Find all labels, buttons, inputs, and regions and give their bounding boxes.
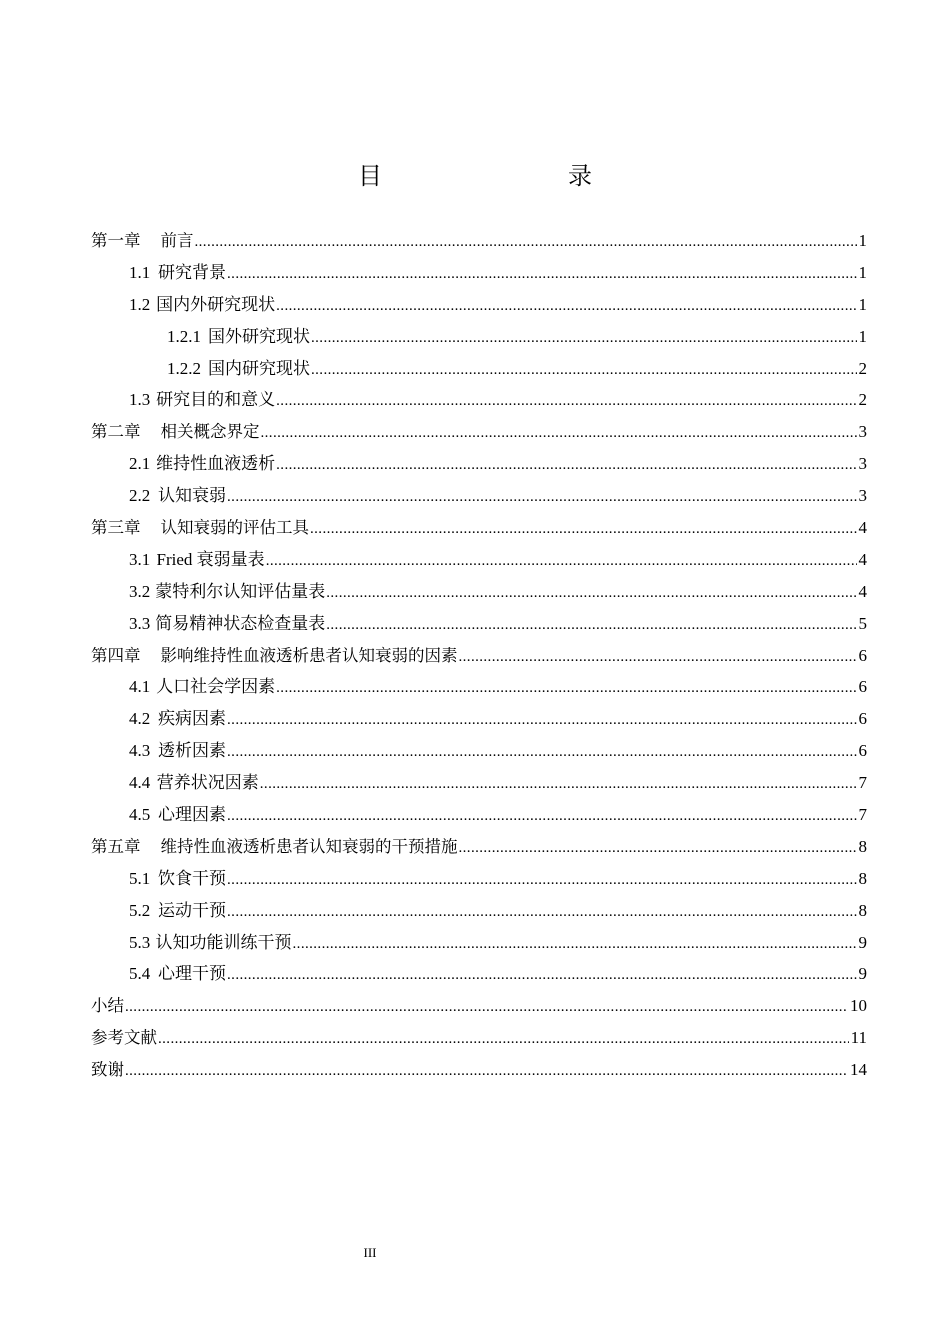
toc-entry-title: 影响维持性血液透析患者认知衰弱的因素 (160, 645, 458, 665)
toc-entry-title: 前言 (160, 231, 194, 250)
toc-entry-number: 5.3 (129, 932, 151, 952)
toc-entry-number: 4.5 (129, 805, 151, 825)
dot-leader (261, 418, 857, 450)
toc-entry-number: 3.2 (129, 581, 151, 601)
toc-entry-title: 疾病因素 (158, 709, 227, 729)
toc-entry-page: 6 (858, 645, 867, 665)
toc-entry-number: 4.4 (129, 773, 151, 793)
toc-entry-page: 1 (858, 231, 867, 250)
dot-leader (227, 737, 856, 769)
toc-entry[interactable] (91, 927, 867, 959)
toc-entry-title: 营养状况因素 (156, 773, 259, 793)
toc-entry-title: 透析因素 (158, 741, 227, 761)
toc-entry-page: 4 (858, 549, 867, 569)
toc-entry-page: 14 (850, 1060, 867, 1080)
toc-entry-title: 认知功能训练干预 (155, 932, 292, 952)
dot-leader (227, 960, 856, 992)
toc-entry-page: 1 (858, 262, 867, 282)
toc-entry-number: 2.2 (129, 486, 151, 506)
toc-entry-page: 7 (858, 773, 867, 793)
toc-entry[interactable] (91, 895, 867, 927)
toc-entry-title: 认知衰弱 (158, 486, 227, 506)
toc-entry-title: 国外研究现状 (208, 326, 310, 346)
toc-entry[interactable] (91, 1022, 867, 1054)
toc-entry-title: Fried 衰弱量表 (156, 549, 265, 569)
toc-entry-title: 致谢 (91, 1060, 124, 1080)
toc-entry[interactable] (91, 703, 867, 735)
toc-entry-number: 5.1 (129, 868, 151, 888)
toc-entry-number: 1.2 (129, 294, 151, 314)
toc-entry[interactable] (91, 353, 867, 385)
dot-leader (125, 992, 848, 1024)
dot-leader (276, 450, 856, 482)
toc-entry[interactable] (91, 990, 867, 1022)
toc-entry-title: 国内研究现状 (208, 358, 310, 378)
toc-entry[interactable] (91, 735, 867, 767)
dot-leader (276, 386, 856, 418)
toc-entry-page: 7 (858, 805, 867, 825)
toc-entry[interactable] (91, 225, 867, 257)
toc-entry-title: 饮食干预 (158, 868, 227, 888)
toc-entry-page: 6 (858, 709, 867, 729)
toc-entry[interactable] (91, 289, 867, 321)
toc-entry-title: 简易精神状态检查量表 (155, 613, 326, 633)
dot-leader (459, 833, 857, 865)
toc-entry-title: 维持性血液透析患者认知衰弱的干预措施 (160, 836, 458, 856)
toc-entry-title: 研究目的和意义 (156, 390, 276, 410)
toc-entry-page: 2 (858, 358, 867, 378)
toc-entry-title: 人口社会学因素 (156, 677, 276, 697)
toc-entry-number: 1.1 (129, 262, 151, 282)
toc-entry-number: 第二章 (91, 422, 141, 442)
dot-leader (158, 1024, 849, 1056)
toc-entry-title: 心理干预 (158, 964, 227, 984)
toc-entry[interactable] (91, 799, 867, 831)
toc-entry[interactable] (91, 863, 867, 895)
dot-leader (459, 642, 857, 674)
toc-entry[interactable] (91, 767, 867, 799)
dot-leader (260, 769, 857, 801)
page-title: 目 录 (358, 162, 638, 190)
toc-entry-page: 5 (858, 613, 867, 633)
toc-entry[interactable] (91, 448, 867, 480)
toc-entry-page: 3 (858, 422, 867, 442)
dot-leader (326, 610, 856, 642)
page-number: III (363, 1245, 377, 1260)
table-of-contents (91, 225, 867, 1086)
dot-leader (326, 578, 856, 610)
dot-leader (293, 929, 857, 961)
dot-leader (227, 705, 856, 737)
toc-entry-page: 2 (858, 390, 867, 410)
toc-entry[interactable] (91, 671, 867, 703)
toc-entry-number: 4.3 (129, 741, 151, 761)
toc-entry-title: 认知衰弱的评估工具 (160, 518, 309, 538)
toc-entry[interactable] (91, 512, 867, 544)
toc-entry-page: 8 (858, 836, 867, 856)
toc-entry-title: 参考文献 (91, 1028, 157, 1048)
dot-leader (227, 482, 856, 514)
toc-entry-page: 6 (858, 741, 867, 761)
toc-entry-number: 1.2.1 (167, 326, 201, 346)
toc-entry-number: 5.2 (129, 900, 151, 920)
toc-entry-page: 8 (858, 900, 867, 920)
dot-leader (266, 546, 857, 578)
toc-entry-number: 第五章 (91, 836, 141, 856)
toc-entry[interactable] (91, 384, 867, 416)
toc-entry-number: 3.3 (129, 613, 151, 633)
dot-leader (311, 355, 857, 387)
toc-entry-title: 维持性血液透析 (156, 454, 276, 474)
toc-entry-title: 国内外研究现状 (156, 294, 276, 314)
toc-entry-page: 1 (858, 326, 867, 346)
dot-leader (276, 291, 856, 323)
toc-entry-number: 2.1 (129, 454, 151, 474)
toc-entry[interactable] (91, 321, 867, 353)
toc-entry[interactable] (91, 480, 867, 512)
toc-entry-title: 运动干预 (158, 900, 227, 920)
toc-entry-page: 4 (858, 581, 867, 601)
dot-leader (227, 865, 856, 897)
toc-entry-number: 4.1 (129, 677, 151, 697)
toc-entry[interactable] (91, 1054, 867, 1086)
dot-leader (276, 673, 856, 705)
dot-leader (227, 801, 856, 833)
dot-leader (227, 897, 856, 929)
dot-leader (195, 227, 857, 259)
toc-entry[interactable] (91, 831, 867, 863)
toc-entry-title: 小结 (91, 996, 124, 1016)
toc-entry-page: 9 (858, 932, 867, 952)
toc-entry-title: 相关概念界定 (160, 422, 260, 442)
toc-entry-page: 6 (858, 677, 867, 697)
toc-entry-page: 3 (858, 454, 867, 474)
dot-leader (310, 514, 857, 546)
toc-entry[interactable] (91, 257, 867, 289)
toc-entry-number: 5.4 (129, 964, 151, 984)
toc-entry-page: 4 (858, 518, 867, 538)
toc-entry[interactable] (91, 576, 867, 608)
toc-entry-number: 4.2 (129, 709, 151, 729)
dot-leader (125, 1056, 848, 1088)
toc-entry[interactable] (91, 544, 867, 576)
toc-entry[interactable] (91, 640, 867, 672)
toc-entry-page: 3 (858, 486, 867, 506)
toc-entry-page: 10 (850, 996, 867, 1016)
toc-entry[interactable] (91, 608, 867, 640)
toc-entry-title: 研究背景 (158, 262, 227, 282)
toc-entry-title: 蒙特利尔认知评估量表 (155, 581, 326, 601)
dot-leader (227, 259, 856, 291)
dot-leader (311, 323, 857, 355)
toc-entry-number: 3.1 (129, 549, 151, 569)
toc-entry-number: 1.3 (129, 390, 151, 410)
toc-entry-number: 第三章 (91, 518, 141, 538)
toc-entry-number: 1.2.2 (167, 358, 201, 378)
toc-entry-number: 第一章 (91, 231, 141, 250)
toc-entry-page: 8 (858, 868, 867, 888)
toc-entry-title: 心理因素 (158, 805, 227, 825)
toc-entry[interactable] (91, 416, 867, 448)
toc-entry[interactable] (91, 958, 867, 990)
toc-entry-number: 第四章 (91, 645, 141, 665)
toc-entry-page: 11 (850, 1028, 867, 1048)
toc-entry-page: 1 (858, 294, 867, 314)
toc-entry-page: 9 (858, 964, 867, 984)
